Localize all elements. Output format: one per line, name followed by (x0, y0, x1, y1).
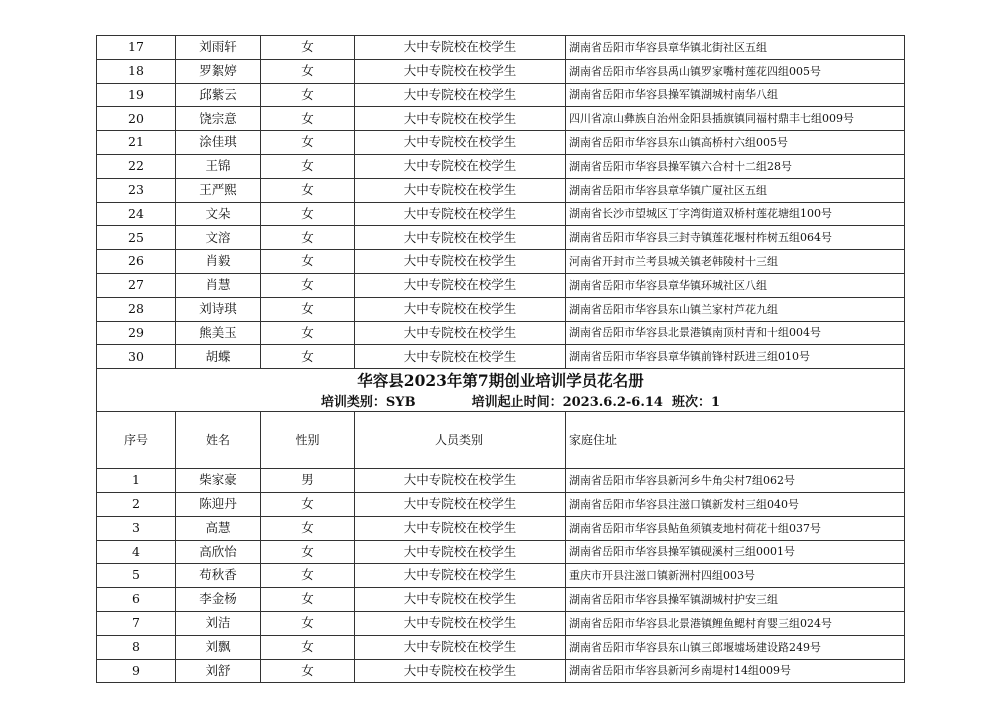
cell-address: 湖南省长沙市望城区丁字湾街道双桥村莲花塘组100号 (566, 202, 905, 226)
table-row (97, 107, 905, 131)
cell-gender: 女 (261, 83, 355, 107)
roster-subtitle-row (97, 393, 905, 412)
cell-category: 大中专院校在校学生 (355, 250, 566, 274)
cell-no: 3 (97, 516, 176, 540)
cell-name: 文朵 (176, 202, 261, 226)
cell-gender: 女 (261, 659, 355, 683)
cell-address: 湖南省岳阳市华容县章华镇北街社区五组 (566, 36, 905, 60)
cell-name: 王严熙 (176, 178, 261, 202)
cell-gender: 女 (261, 131, 355, 155)
cell-address: 湖南省岳阳市华容县章华镇环城社区八组 (566, 273, 905, 297)
header-no: 序号 (97, 412, 176, 469)
cell-name: 高欣怡 (176, 540, 261, 564)
cell-name: 高慧 (176, 516, 261, 540)
cell-no: 27 (97, 273, 176, 297)
header-gender: 性别 (261, 412, 355, 469)
cell-category: 大中专院校在校学生 (355, 154, 566, 178)
cell-no: 21 (97, 131, 176, 155)
cell-name: 刘飘 (176, 635, 261, 659)
cell-no: 2 (97, 492, 176, 516)
cell-no: 29 (97, 321, 176, 345)
cell-address: 湖南省岳阳市华容县禹山镇罗家嘴村莲花四组005号 (566, 59, 905, 83)
roster-title-row (97, 369, 905, 394)
cell-no: 25 (97, 226, 176, 250)
cell-no: 7 (97, 611, 176, 635)
cell-category: 大中专院校在校学生 (355, 83, 566, 107)
cell-no: 18 (97, 59, 176, 83)
cell-address: 湖南省岳阳市华容县章华镇前锋村跃进三组010号 (566, 345, 905, 369)
cell-name: 饶宗意 (176, 107, 261, 131)
cell-gender: 女 (261, 516, 355, 540)
table-row (97, 635, 905, 659)
cell-category: 大中专院校在校学生 (355, 611, 566, 635)
cell-address: 湖南省岳阳市华容县章华镇广厦社区五组 (566, 178, 905, 202)
cell-name: 肖慧 (176, 273, 261, 297)
cell-no: 30 (97, 345, 176, 369)
cell-name: 邱紫云 (176, 83, 261, 107)
cell-name: 刘诗琪 (176, 297, 261, 321)
cell-gender: 女 (261, 345, 355, 369)
cell-address: 湖南省岳阳市华容县三封寺镇莲花堰村柞树五组064号 (566, 226, 905, 250)
roster-table-top-rows (97, 36, 905, 369)
cell-gender: 女 (261, 107, 355, 131)
header-category: 人员类别 (355, 412, 566, 469)
cell-category: 大中专院校在校学生 (355, 297, 566, 321)
cell-category: 大中专院校在校学生 (355, 659, 566, 683)
cell-address: 湖南省岳阳市华容县操军镇湖城村护安三组 (566, 588, 905, 612)
cell-category: 大中专院校在校学生 (355, 588, 566, 612)
cell-gender: 女 (261, 635, 355, 659)
cell-no: 9 (97, 659, 176, 683)
cell-gender: 女 (261, 273, 355, 297)
table-row (97, 154, 905, 178)
table-row (97, 516, 905, 540)
roster-table (96, 35, 905, 683)
cell-category: 大中专院校在校学生 (355, 107, 566, 131)
cell-name: 陈迎丹 (176, 492, 261, 516)
cell-gender: 女 (261, 59, 355, 83)
cell-name: 罗絮婷 (176, 59, 261, 83)
cell-gender: 女 (261, 250, 355, 274)
table-row (97, 321, 905, 345)
header-address: 家庭住址 (566, 412, 905, 469)
cell-name: 苟秋香 (176, 564, 261, 588)
cell-name: 刘雨轩 (176, 36, 261, 60)
cell-category: 大中专院校在校学生 (355, 273, 566, 297)
cell-address: 湖南省岳阳市华容县新河乡牛角尖村7组062号 (566, 469, 905, 493)
cell-category: 大中专院校在校学生 (355, 345, 566, 369)
cell-no: 20 (97, 107, 176, 131)
cell-name: 王锦 (176, 154, 261, 178)
cell-no: 1 (97, 469, 176, 493)
cell-no: 26 (97, 250, 176, 274)
cell-gender: 女 (261, 178, 355, 202)
cell-category: 大中专院校在校学生 (355, 516, 566, 540)
cell-address: 湖南省岳阳市华容县东山镇三郎堰墟场建设路249号 (566, 635, 905, 659)
cell-address: 湖南省岳阳市华容县东山镇高桥村六组005号 (566, 131, 905, 155)
cell-gender: 女 (261, 154, 355, 178)
cell-address: 湖南省岳阳市华容县鲇鱼须镇麦地村荷花十组037号 (566, 516, 905, 540)
cell-no: 24 (97, 202, 176, 226)
cell-gender: 女 (261, 321, 355, 345)
cell-category: 大中专院校在校学生 (355, 59, 566, 83)
cell-gender: 女 (261, 297, 355, 321)
cell-category: 大中专院校在校学生 (355, 492, 566, 516)
cell-name: 柴家豪 (176, 469, 261, 493)
cell-gender: 女 (261, 588, 355, 612)
cell-category: 大中专院校在校学生 (355, 226, 566, 250)
table-row (97, 297, 905, 321)
table-row (97, 273, 905, 297)
cell-category: 大中专院校在校学生 (355, 202, 566, 226)
cell-category: 大中专院校在校学生 (355, 564, 566, 588)
cell-gender: 女 (261, 202, 355, 226)
cell-category: 大中专院校在校学生 (355, 469, 566, 493)
cell-gender: 女 (261, 564, 355, 588)
table-row (97, 202, 905, 226)
cell-gender: 女 (261, 492, 355, 516)
table-row (97, 659, 905, 683)
cell-gender: 女 (261, 611, 355, 635)
cell-category: 大中专院校在校学生 (355, 178, 566, 202)
cell-gender: 女 (261, 36, 355, 60)
cell-no: 4 (97, 540, 176, 564)
cell-name: 肖毅 (176, 250, 261, 274)
cell-no: 22 (97, 154, 176, 178)
table-row (97, 564, 905, 588)
table-row (97, 36, 905, 60)
cell-name: 涂佳琪 (176, 131, 261, 155)
cell-no: 8 (97, 635, 176, 659)
cell-address: 湖南省岳阳市华容县北景港镇鲤鱼鳃村育婴三组024号 (566, 611, 905, 635)
cell-name: 刘舒 (176, 659, 261, 683)
cell-category: 大中专院校在校学生 (355, 131, 566, 155)
table-row (97, 611, 905, 635)
training-period-and-class (472, 396, 721, 409)
cell-category: 大中专院校在校学生 (355, 635, 566, 659)
roster-table-bottom-rows (97, 469, 905, 683)
table-row (97, 250, 905, 274)
cell-name: 熊美玉 (176, 321, 261, 345)
cell-gender: 男 (261, 469, 355, 493)
table-row (97, 588, 905, 612)
table-row (97, 469, 905, 493)
cell-category: 大中专院校在校学生 (355, 36, 566, 60)
header-name: 姓名 (176, 412, 261, 469)
table-row (97, 540, 905, 564)
cell-address: 湖南省岳阳市华容县新河乡南堤村14组009号 (566, 659, 905, 683)
cell-address: 重庆市开县注滋口镇新洲村四组003号 (566, 564, 905, 588)
cell-no: 6 (97, 588, 176, 612)
cell-no: 28 (97, 297, 176, 321)
cell-address: 湖南省岳阳市华容县北景港镇南顶村青和十组004号 (566, 321, 905, 345)
table-row (97, 59, 905, 83)
cell-address: 湖南省岳阳市华容县东山镇兰家村芦花九组 (566, 297, 905, 321)
cell-address: 河南省开封市兰考县城关镇老韩陵村十三组 (566, 250, 905, 274)
cell-no: 17 (97, 36, 176, 60)
table-row (97, 226, 905, 250)
cell-name: 文溶 (176, 226, 261, 250)
column-header-row (97, 412, 905, 469)
cell-gender: 女 (261, 226, 355, 250)
training-period: 培训起止时间：2023.6.2-6.14 (471, 394, 663, 410)
training-type: 培训类别：SYB (320, 394, 416, 410)
class-number: 班次：1 (672, 394, 721, 410)
cell-name: 刘洁 (176, 611, 261, 635)
table-row (97, 345, 905, 369)
cell-name: 胡蝶 (176, 345, 261, 369)
cell-no: 23 (97, 178, 176, 202)
table-row (97, 492, 905, 516)
cell-gender: 女 (261, 540, 355, 564)
cell-address: 湖南省岳阳市华容县操军镇湖城村南华八组 (566, 83, 905, 107)
cell-category: 大中专院校在校学生 (355, 540, 566, 564)
roster-header-block (97, 369, 905, 469)
cell-name: 李金杨 (176, 588, 261, 612)
cell-address: 湖南省岳阳市华容县操军镇砚溪村三组0001号 (566, 540, 905, 564)
table-row (97, 131, 905, 155)
cell-address: 四川省凉山彝族自治州金阳县插旗镇同福村鼎丰七组009号 (566, 107, 905, 131)
cell-no: 19 (97, 83, 176, 107)
cell-category: 大中专院校在校学生 (355, 321, 566, 345)
roster-subtitle (97, 396, 904, 409)
roster-title: 华容县2023年第7期创业培训学员花名册 (97, 369, 905, 394)
table-row (97, 178, 905, 202)
table-row (97, 83, 905, 107)
cell-no: 5 (97, 564, 176, 588)
cell-address: 湖南省岳阳市华容县注滋口镇新发村三组040号 (566, 492, 905, 516)
cell-address: 湖南省岳阳市华容县操军镇六合村十二组28号 (566, 154, 905, 178)
